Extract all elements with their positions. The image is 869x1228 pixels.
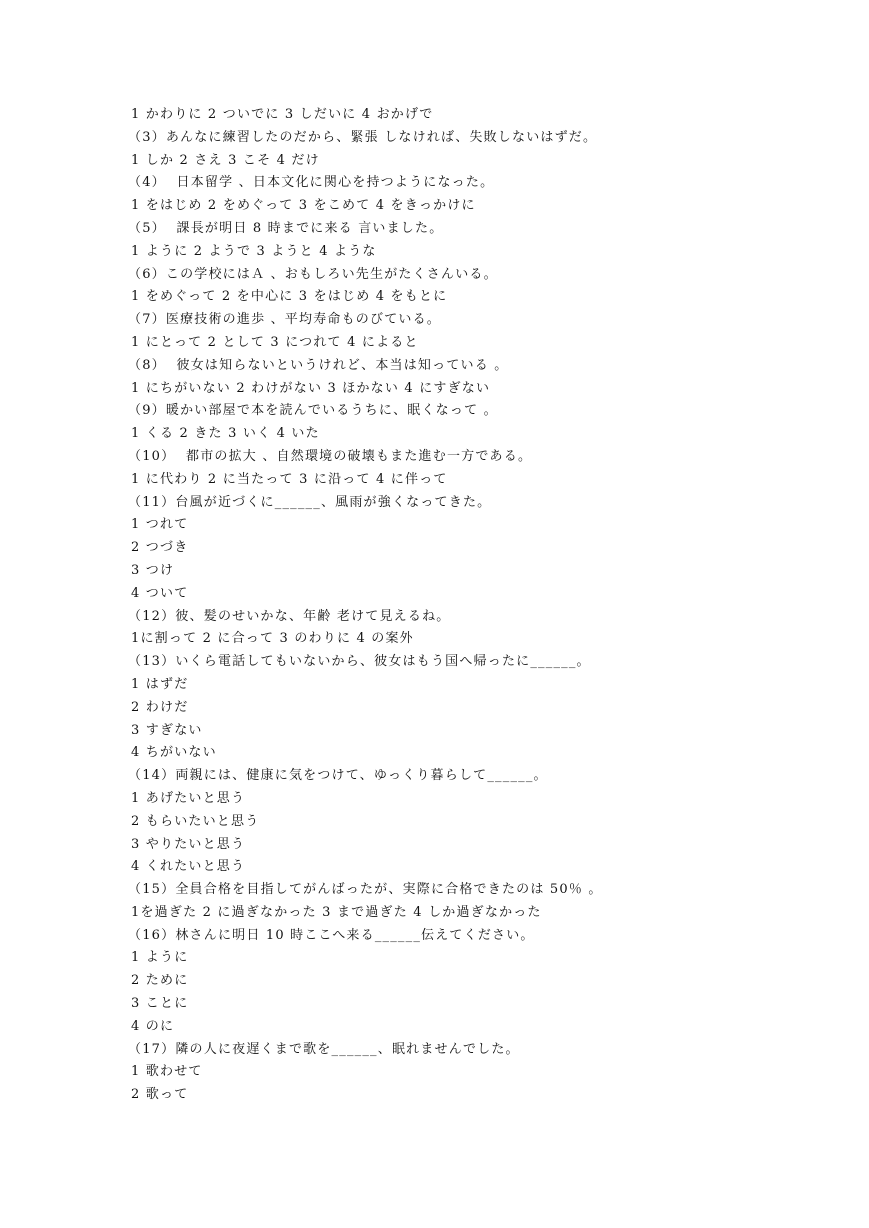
- answer-option: 3 すぎない: [131, 722, 203, 738]
- answer-option: 1 あげたいと思う: [131, 790, 246, 806]
- question-text: （15）全員合格を目指してがんばったが、実際に合格できたのは 50％ 。: [128, 882, 603, 898]
- question-text: （17）隣の人に夜遅くまで歌を______、眠れませんでした。: [128, 1041, 520, 1057]
- question-text: （13）いくら電話してもいないから、彼女はもう国へ帰ったに______。: [128, 654, 591, 670]
- question-text: （12）彼、髪のせいかな、年齢 老けて見えるね。: [128, 608, 451, 624]
- answer-options-line: 1 にちがいない 2 わけがない 3 ほかない 4 にすぎない: [131, 380, 491, 396]
- answer-option: 2 わけだ: [131, 699, 189, 715]
- answer-option: 2 歌って: [131, 1087, 189, 1103]
- answer-option: 2 つづき: [131, 540, 189, 556]
- question-text: （10） 都市の拡大 、自然環境の破壊もまた進む一方である。: [128, 448, 533, 464]
- answer-option: 4 ちがいない: [131, 745, 217, 761]
- answer-option: 2 ために: [131, 973, 189, 989]
- answer-options-line: 1 をはじめ 2 をめぐって 3 をこめて 4 をきっかけに: [131, 198, 476, 214]
- answer-options-line: 1 にとって 2 として 3 につれて 4 によると: [131, 334, 419, 350]
- question-text: （5） 課長が明日 8 時までに来る 言いました。: [128, 220, 444, 236]
- answer-options-line: 1を過ぎた 2 に過ぎなかった 3 まで過ぎた 4 しか過ぎなかった: [131, 904, 542, 920]
- question-text: （7）医療技術の進歩 、平均寿命ものびている。: [128, 312, 442, 328]
- answer-options-line: 1 ように 2 ようで 3 ようと 4 ような: [131, 243, 377, 259]
- answer-option: 4 くれたいと思う: [131, 859, 246, 875]
- answer-options-line: 1 しか 2 さえ 3 こそ 4 だけ: [131, 152, 320, 168]
- answer-option: 2 もらいたいと思う: [131, 813, 260, 829]
- answer-option: 4 ついて: [131, 585, 189, 601]
- question-text: （8） 彼女は知らないというけれど、本当は知っている 。: [128, 357, 509, 373]
- answer-options-line: 1 かわりに 2 ついでに 3 しだいに 4 おかげで: [131, 107, 434, 122]
- answer-options-line: 1に割って 2 に合って 3 のわりに 4 の案外: [131, 631, 414, 647]
- answer-option: 1 ように: [131, 950, 189, 966]
- answer-option: 3 やりたいと思う: [131, 836, 246, 852]
- answer-options-line: 1 に代わり 2 に当たって 3 に沿って 4 に伴って: [131, 471, 448, 487]
- exercise-list: [128, 104, 603, 1107]
- answer-option: 1 はずだ: [131, 676, 189, 692]
- question-text: （14）両親には、健康に気をつけて、ゆっくり暮らして______。: [128, 768, 548, 784]
- answer-option: 1 歌わせて: [131, 1064, 203, 1080]
- answer-option: 1 つれて: [131, 517, 189, 533]
- answer-option: 3 ことに: [131, 996, 189, 1012]
- question-text: （16）林さんに明日 10 時ここへ来る______伝えてください。: [128, 927, 535, 943]
- question-text: （9）暖かい部屋で本を読んでいるうちに、眠くなって 。: [128, 403, 498, 419]
- answer-options-line: 1 をめぐって 2 を中心に 3 をはじめ 4 をもとに: [131, 289, 448, 305]
- question-text: （3）あんなに練習したのだから、緊張 しなければ、失敗しないはずだ。: [128, 129, 598, 145]
- answer-option: 3 つけ: [131, 562, 175, 578]
- question-text: （11）台風が近づくに______、風雨が強くなってきた。: [128, 494, 492, 510]
- answer-option: 4 のに: [131, 1018, 175, 1034]
- question-text: （6）この学校にはＡ 、おもしろい先生がたくさんいる。: [128, 266, 498, 282]
- question-text: （4） 日本留学 、日本文化に関心を持つようになった。: [128, 175, 495, 191]
- answer-options-line: 1 くる 2 きた 3 いく 4 いた: [131, 426, 320, 442]
